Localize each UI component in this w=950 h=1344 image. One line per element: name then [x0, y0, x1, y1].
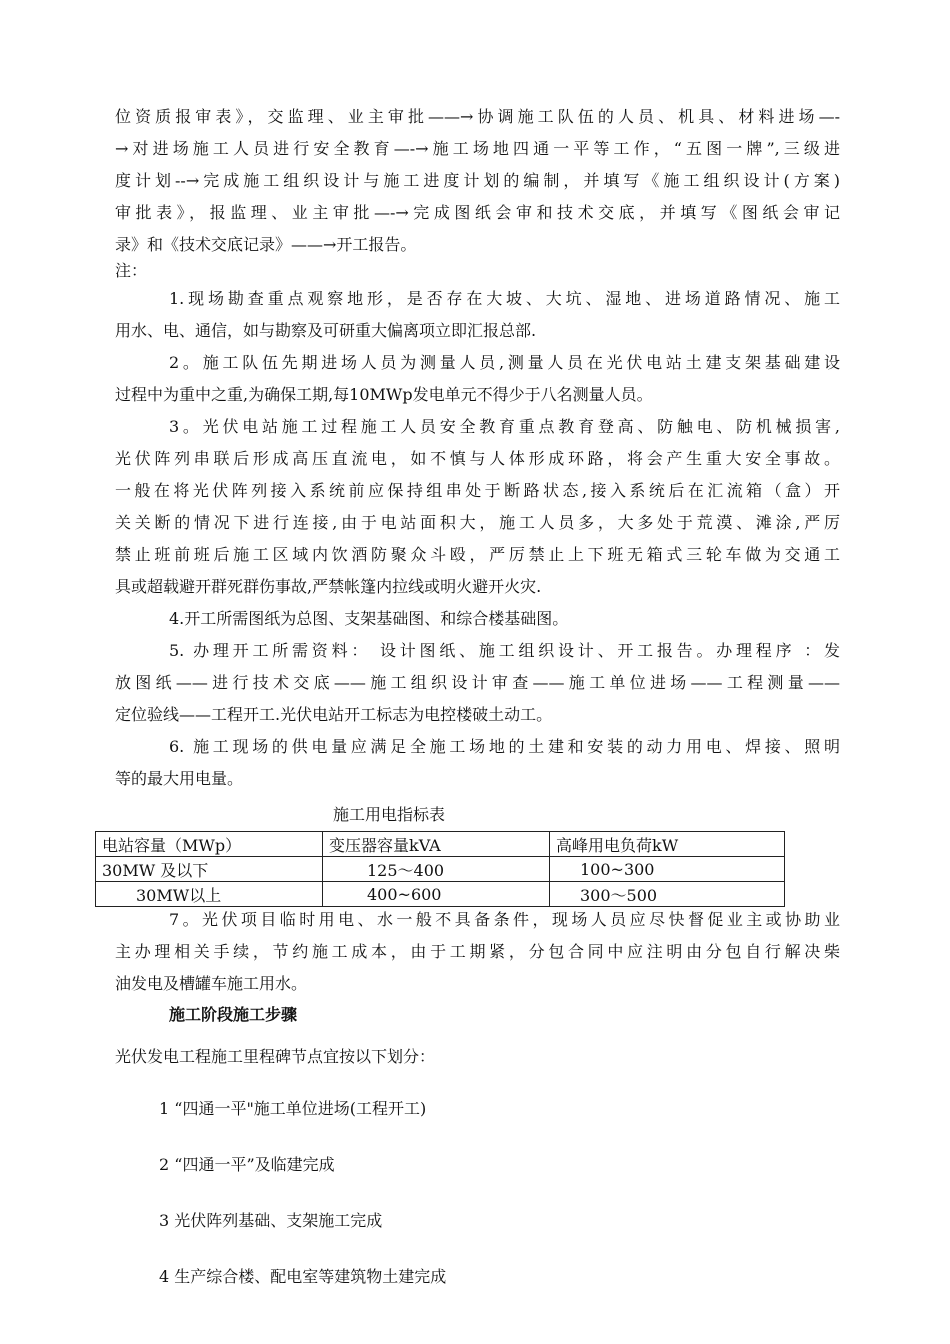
- table-cell: 125～400: [323, 857, 550, 882]
- table-row: [96, 857, 785, 882]
- table-cell: 300～500: [550, 882, 785, 907]
- section-heading: 施工阶段施工步骤: [169, 1005, 298, 1024]
- note5-line-3: 定位验线——工程开工.光伏电站开工标志为电控楼破土动工。: [115, 705, 553, 724]
- header-cell: 变压器容量kVA: [323, 832, 550, 857]
- table-cell: 30MW以上: [96, 882, 323, 907]
- section-intro: 光伏发电工程施工里程碑节点宜按以下划分：: [115, 1047, 436, 1066]
- milestone-step: 1 “四通一平"施工单位进场(工程开工): [159, 1099, 427, 1118]
- header-cell: 电站容量（MWp）: [96, 832, 323, 857]
- note3-line-5: 禁止班前班后施工区域内饮酒防聚众斗殴，严厉禁止上下班无箱式三轮车做为交通工: [115, 545, 840, 564]
- table-cell: 400~600: [323, 882, 550, 907]
- note3-line-6: 具或超载避开群死群伤事故,严禁帐篷内拉线或明火避开火灾.: [115, 577, 542, 596]
- note3-line-3: 一般在将光伏阵列接入系统前应保持组串处于断路状态,接入系统后在汇流箱（盒）开: [115, 481, 840, 500]
- note3-line-1: 3。光伏电站施工过程施工人员安全教育重点教育登高、防触电、防机械损害,: [169, 417, 840, 436]
- intro-line-2: →对进场施工人员进行安全教育—-→施工场地四通一平等工作，“五图一牌”,三级进: [115, 139, 840, 158]
- note5-line-2: 放图纸——进行技术交底——施工组织设计审查——施工单位进场——工程测量——: [115, 673, 840, 692]
- table-cell: 100~300: [550, 857, 785, 882]
- note1-line-2: 用水、电、通信，如与勘察及可研重大偏离项立即汇报总部.: [115, 321, 537, 340]
- note3-line-4: 关关断的情况下进行连接,由于电站面积大，施工人员多，大多处于荒漠、滩涂,严厉: [115, 513, 840, 532]
- intro-line-5: 录》和《技术交底记录》——→开工报告。: [115, 235, 417, 254]
- table-header-row: [96, 832, 785, 857]
- intro-line-1: 位资质报审表》，交监理、业主审批——→协调施工队伍的人员、机具、材料进场—-: [115, 107, 840, 126]
- table-caption: 施工用电指标表: [333, 805, 446, 824]
- power-index-table: [95, 831, 785, 907]
- table-row: [96, 882, 785, 907]
- note4-line-1: 4.开工所需图纸为总图、支架基础图、和综合楼基础图。: [169, 609, 569, 628]
- note-label: 注：: [115, 261, 148, 280]
- note2-line-2: 过程中为重中之重,为确保工期,每10MWp发电单元不得少于八名测量人员。: [115, 385, 653, 404]
- note7-line-1: 7。光伏项目临时用电、水一般不具备条件，现场人员应尽快督促业主或协助业: [169, 910, 840, 929]
- table-cell: 30MW 及以下: [96, 857, 323, 882]
- intro-line-4: 审批表》，报监理、业主审批—-→完成图纸会审和技术交底，并填写《图纸会审记: [115, 203, 840, 222]
- note5-line-1: 5. 办理开工所需资料： 设计图纸、施工组织设计、开工报告。办理程序 ：发: [169, 641, 840, 660]
- milestone-step: 3 光伏阵列基础、支架施工完成: [159, 1211, 383, 1230]
- note7-line-3: 油发电及槽罐车施工用水。: [115, 974, 308, 993]
- intro-line-3: 度计划--→完成施工组织设计与施工进度计划的编制，并填写《施工组织设计(方案): [115, 171, 840, 190]
- milestone-step: 4 生产综合楼、配电室等建筑物土建完成: [159, 1267, 447, 1286]
- note6-line-1: 6. 施工现场的供电量应满足全施工场地的土建和安装的动力用电、焊接、照明: [169, 737, 840, 756]
- note6-line-2: 等的最大用电量。: [115, 769, 244, 788]
- note2-line-1: 2。施工队伍先期进场人员为测量人员,测量人员在光伏电站土建支架基础建设: [169, 353, 840, 372]
- note7-line-2: 主办理相关手续，节约施工成本，由于工期紧，分包合同中应注明由分包自行解决柴: [115, 942, 840, 961]
- milestone-step: 2 “四通一平”及临建完成: [159, 1155, 335, 1174]
- note1-line-1: 1.现场勘查重点观察地形，是否存在大坡、大坑、湿地、进场道路情况、施工: [169, 289, 840, 308]
- note3-line-2: 光伏阵列串联后形成高压直流电，如不慎与人体形成环路，将会产生重大安全事故。: [115, 449, 840, 468]
- header-cell: 高峰用电负荷kW: [550, 832, 785, 857]
